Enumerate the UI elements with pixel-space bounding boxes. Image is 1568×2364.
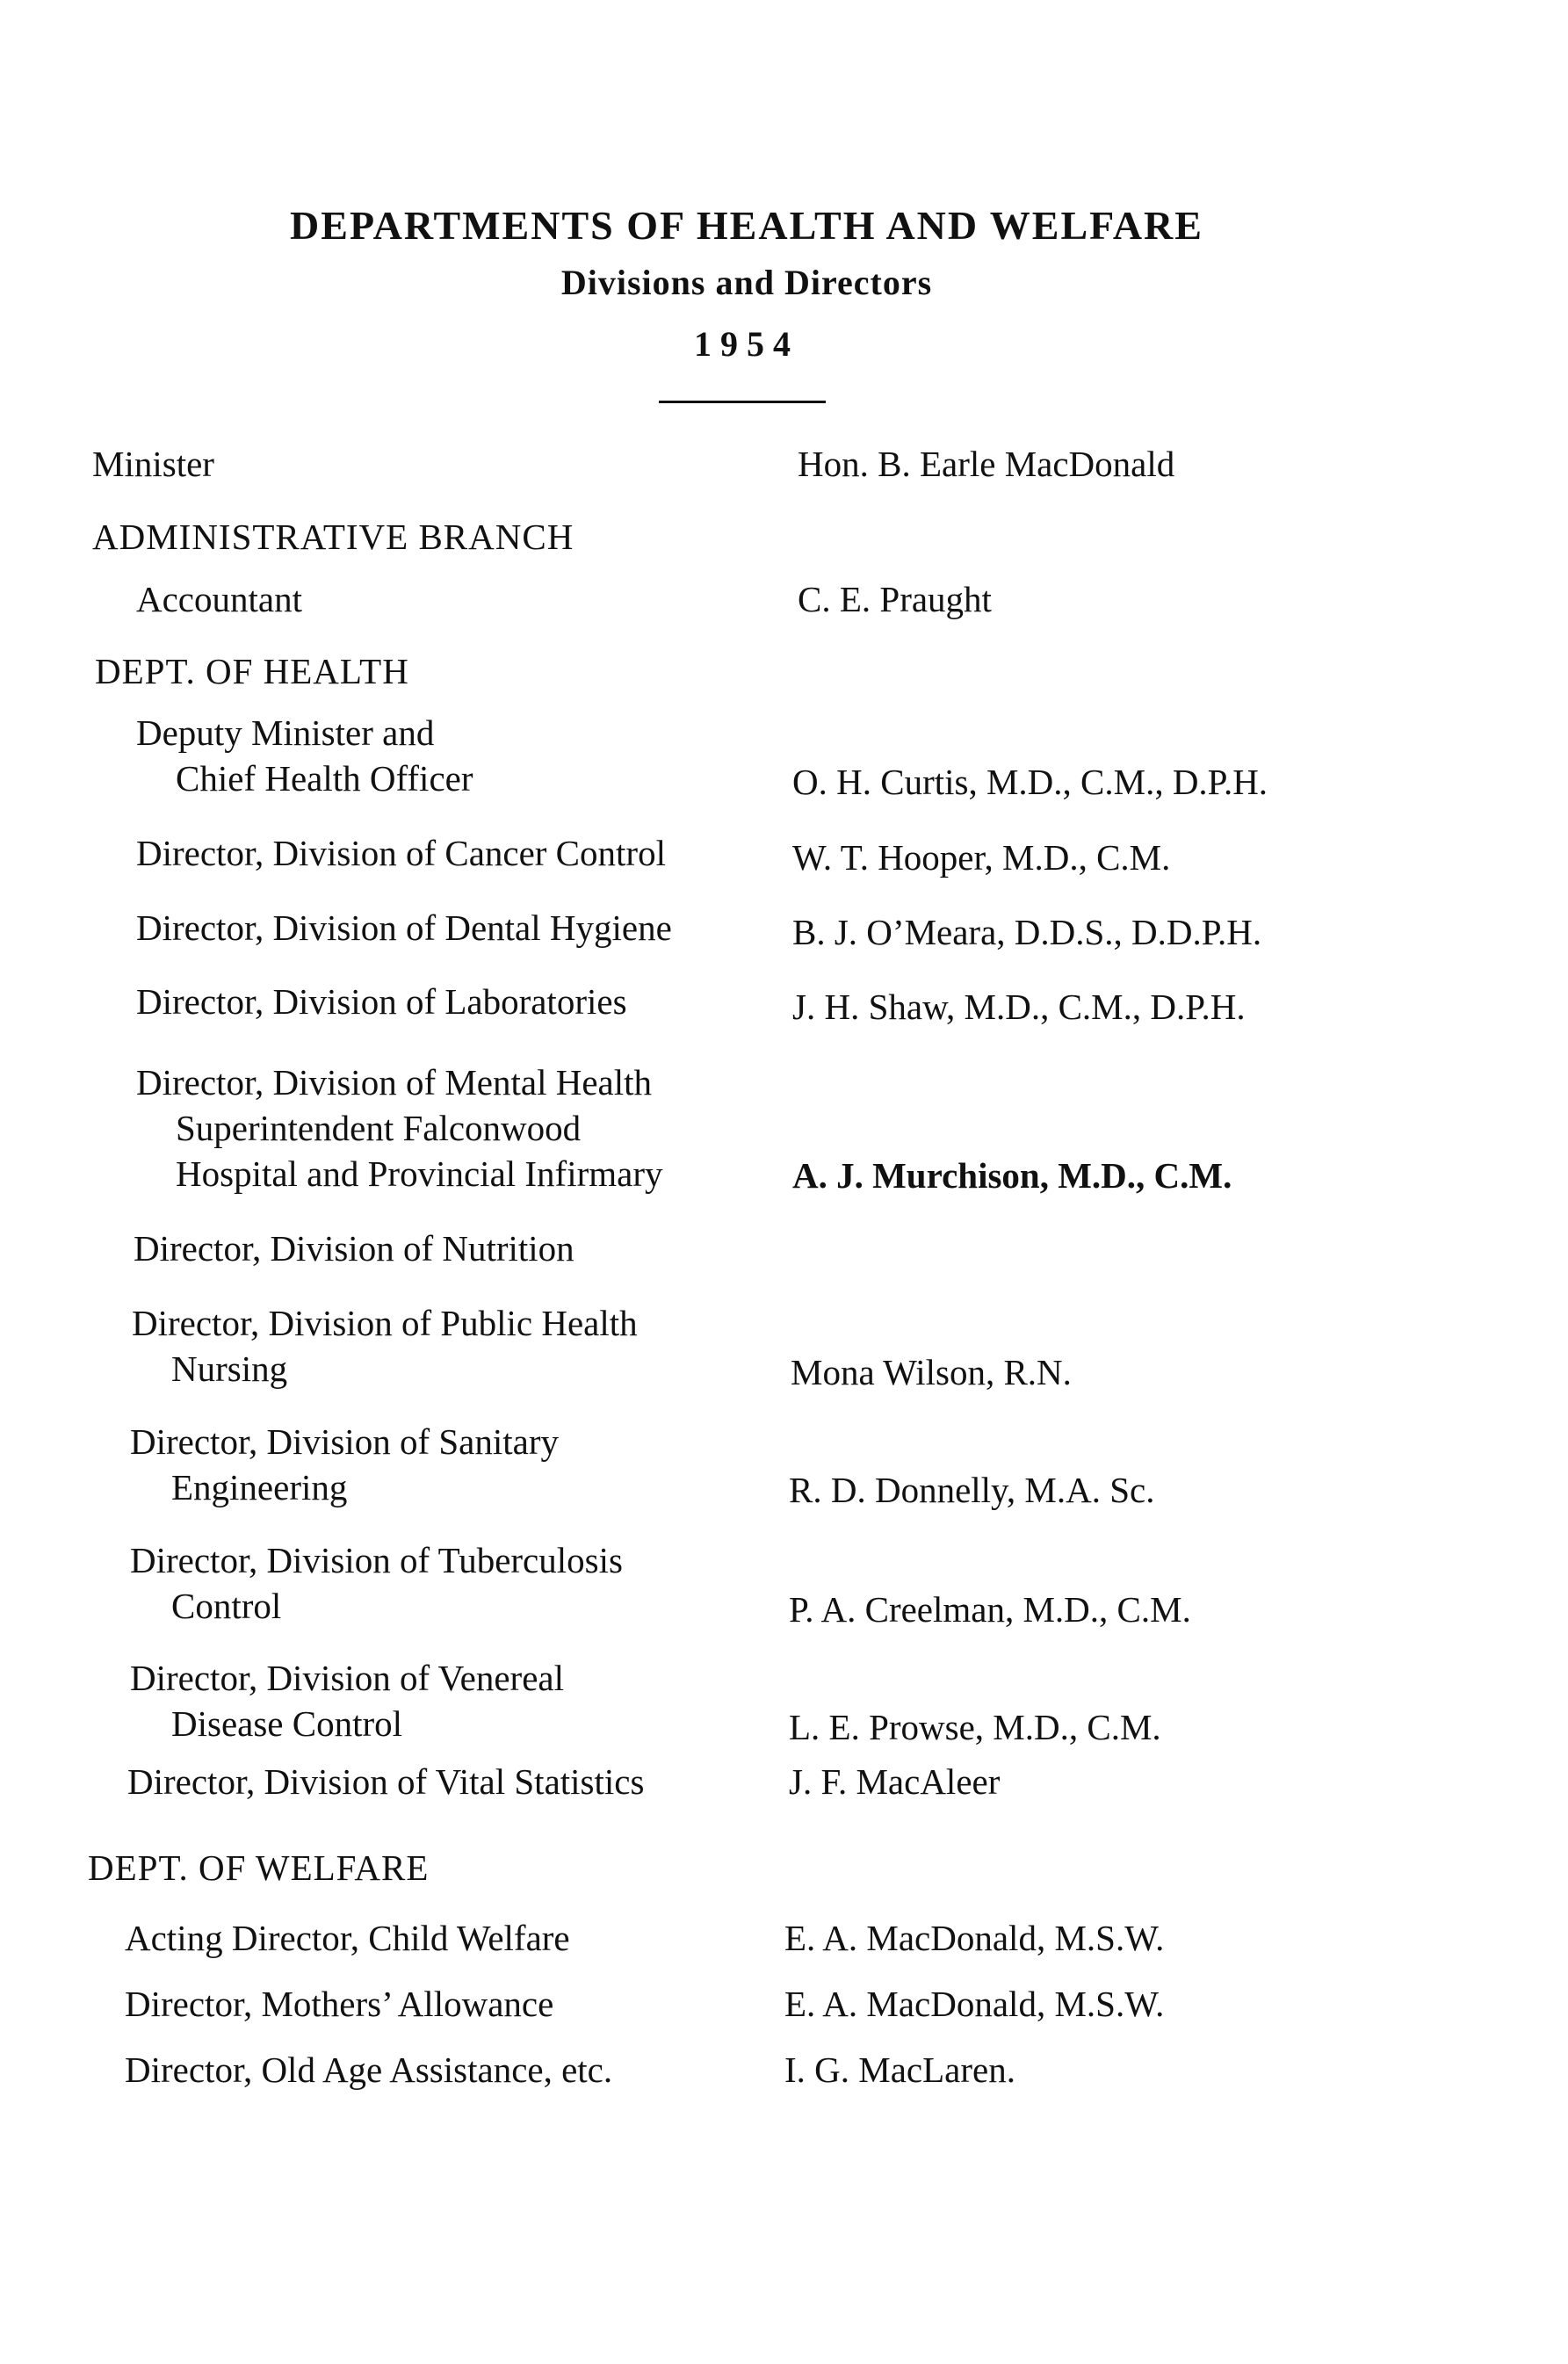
entry-name: J. F. MacAleer: [789, 1761, 1001, 1802]
entry-title-line: Superintendent Falconwood: [176, 1108, 582, 1148]
entry-name: J. H. Shaw, M.D., C.M., D.P.H.: [792, 987, 1246, 1027]
entry-title-line: Director, Division of Mental Health: [136, 1062, 653, 1102]
entry-title-line: Hospital and Provincial Infirmary: [176, 1153, 663, 1194]
section-heading-welfare: DEPT. OF WELFARE: [88, 1847, 430, 1888]
entry-title-line: Director, Division of Dental Hygiene: [136, 907, 672, 948]
entry-title-line: Accountant: [136, 579, 302, 619]
page-title: DEPARTMENTS OF HEALTH AND WELFARE: [290, 203, 1203, 248]
entry-title-line: Control: [171, 1586, 282, 1626]
entry-title-line: Director, Division of Venereal: [130, 1658, 565, 1698]
section-heading-health: DEPT. OF HEALTH: [95, 651, 409, 691]
minister-name: Hon. B. Earle MacDonald: [798, 444, 1175, 484]
entry-title-line: Engineering: [171, 1467, 348, 1507]
entry-name: W. T. Hooper, M.D., C.M.: [792, 837, 1171, 878]
entry-title-line: Acting Director, Child Welfare: [125, 1918, 570, 1958]
entry-name: B. J. O’Meara, D.D.S., D.D.P.H.: [792, 912, 1262, 952]
entry-title-line: Director, Division of Cancer Control: [136, 833, 666, 873]
entry-title-line: Director, Division of Tuberculosis: [130, 1540, 623, 1580]
entry-name: P. A. Creelman, M.D., C.M.: [789, 1589, 1191, 1630]
entry-name: E. A. MacDonald, M.S.W.: [784, 1984, 1165, 2024]
entry-name: E. A. MacDonald, M.S.W.: [784, 1918, 1165, 1958]
entry-title-line: Deputy Minister and: [136, 712, 435, 753]
page-year: 1954: [694, 324, 799, 364]
entry-title-line: Disease Control: [171, 1703, 403, 1744]
entry-title-line: Nursing: [171, 1348, 288, 1389]
minister-label: Minister: [92, 444, 214, 484]
entry-title-line: Director, Division of Vital Statistics: [127, 1761, 645, 1802]
entry-name: I. G. MacLaren.: [784, 2050, 1015, 2090]
title-rule: [659, 401, 826, 403]
entry-title-line: Director, Division of Laboratories: [136, 981, 627, 1022]
entry-name: O. H. Curtis, M.D., C.M., D.P.H.: [792, 762, 1268, 802]
entry-title-line: Chief Health Officer: [176, 758, 473, 799]
page-subtitle: Divisions and Directors: [560, 263, 933, 302]
section-heading-admin: ADMINISTRATIVE BRANCH: [92, 517, 574, 557]
entry-name: L. E. Prowse, M.D., C.M.: [789, 1707, 1161, 1747]
entry-title-line: Director, Old Age Assistance, etc.: [125, 2050, 613, 2090]
entry-name: Mona Wilson, R.N.: [791, 1352, 1072, 1392]
entry-name: C. E. Praught: [798, 579, 992, 619]
entry-title-line: Director, Division of Public Health: [132, 1303, 638, 1343]
entry-title-line: Director, Division of Nutrition: [134, 1228, 574, 1269]
entry-title-line: Director, Division of Sanitary: [130, 1421, 559, 1462]
entry-name: A. J. Murchison, M.D., C.M.: [792, 1155, 1232, 1196]
entry-title-line: Director, Mothers’ Allowance: [125, 1984, 554, 2024]
entry-name: R. D. Donnelly, M.A. Sc.: [789, 1470, 1155, 1510]
